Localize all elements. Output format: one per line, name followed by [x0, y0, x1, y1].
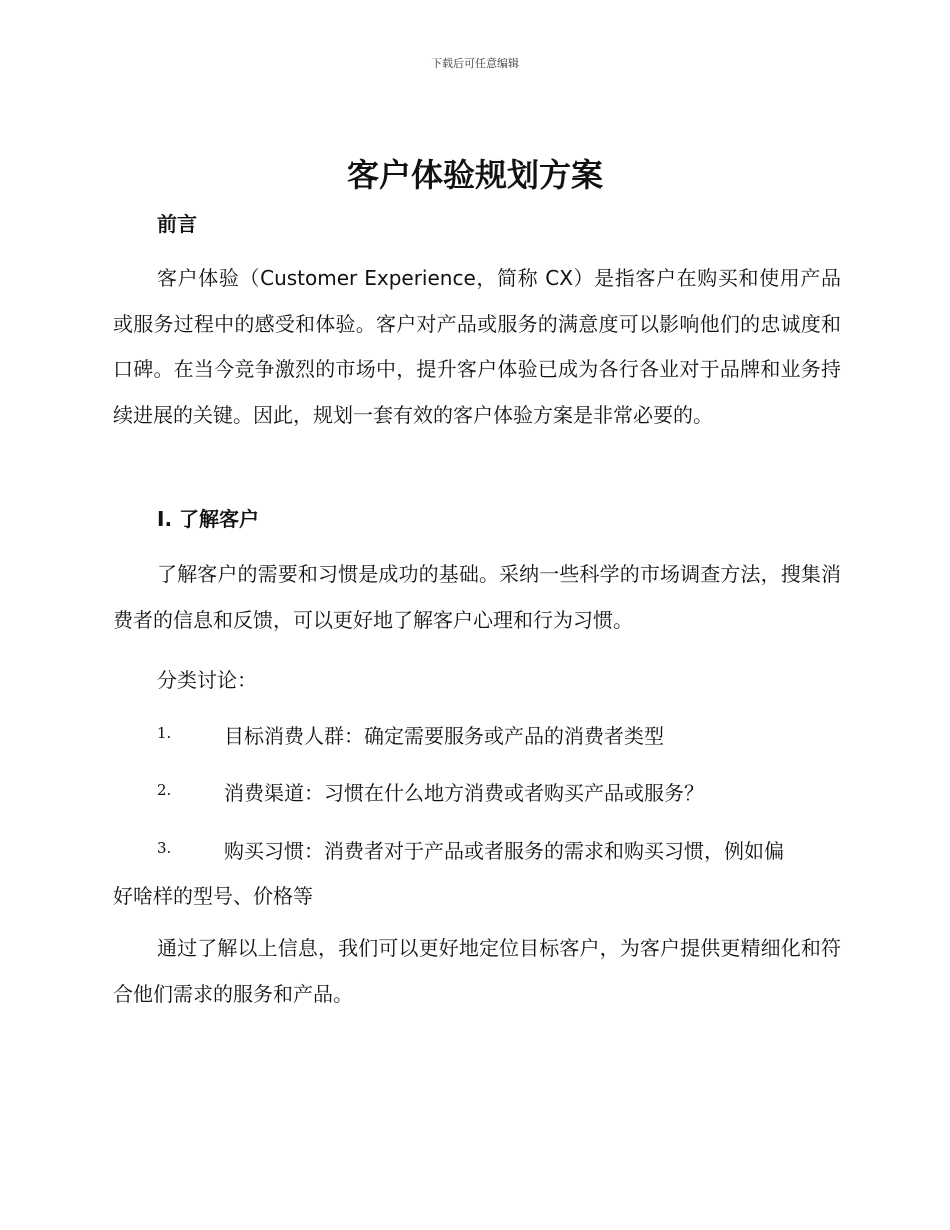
- list-item-text-continued: 好啥样的型号、价格等: [113, 884, 313, 908]
- list-item-text: 购买习惯：消费者对于产品或者服务的需求和购买习惯，例如偏: [224, 839, 784, 863]
- section1-heading: I. 了解客户: [157, 507, 260, 531]
- list-item-text: 消费渠道：习惯在什么地方消费或者购买产品或服务？: [224, 781, 704, 805]
- conclusion-paragraph: 通过了解以上信息，我们可以更好地定位目标客户，为客户提供更精细化和符合他们需求的服务和产品。: [113, 936, 841, 1006]
- section1-paragraph: 了解客户的需要和习惯是成功的基础。采纳一些科学的市场调查方法，搜集消费者的信息和反馈，可以更好地了解客户心理和行为习惯。: [113, 562, 841, 632]
- page-header-note: 下载后可任意编辑: [431, 57, 519, 70]
- list-item-number: 3.: [157, 839, 172, 857]
- preface-paragraph: 客户体验（Customer Experience，简称 CX）是指客户在购买和使用产品或服务过程中的感受和体验。客户对产品或服务的满意度可以影响他们的忠诚度和口碑。在当今竞争激烈的市场中，提升客户体验已成为各行各业对于品牌和业务持续进展的关键。因此，规划一套有效的客户体验方案是非常必要的。: [113, 266, 841, 427]
- list-item-number: 1.: [157, 724, 172, 742]
- classify-label: 分类讨论：: [157, 668, 257, 692]
- list-item-number: 2.: [157, 781, 172, 799]
- list-item-text: 目标消费人群：确定需要服务或产品的消费者类型: [224, 724, 664, 748]
- preface-heading: 前言: [157, 212, 197, 236]
- document-title: 客户体验规划方案: [346, 156, 603, 194]
